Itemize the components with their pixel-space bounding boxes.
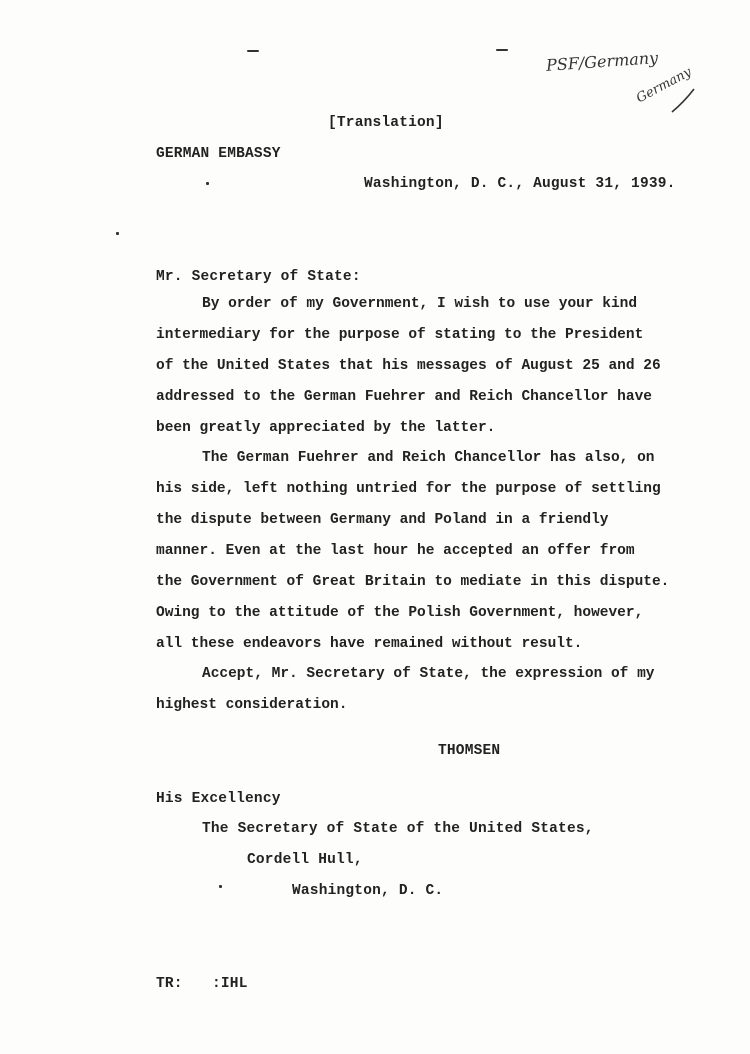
closing-line: Accept, Mr. Secretary of State, the expression of my	[202, 666, 655, 682]
paragraph-2-line: his side, left nothing untried for the purpose of settling	[156, 481, 661, 497]
closing-paragraph	[156, 659, 654, 721]
paragraph-2	[156, 443, 669, 660]
paragraph-1-line: By order of my Government, I wish to use your kind	[202, 296, 638, 312]
embassy-heading: GERMAN EMBASSY	[156, 146, 281, 162]
scan-speck	[206, 182, 209, 185]
paragraph-2-line: Owing to the attitude of the Polish Government, however,	[156, 605, 644, 621]
addressee-line-1: His Excellency	[156, 791, 281, 807]
paragraph-1-line: intermediary for the purpose of stating to the President	[156, 327, 644, 343]
paragraph-1-line: addressed to the German Fuehrer and Reich Chancellor have	[156, 389, 652, 405]
scan-speck	[116, 232, 119, 235]
paragraph-2-line: all these endeavors have remained without result.	[156, 636, 583, 652]
paragraph-1-line: been greatly appreciated by the latter.	[156, 420, 496, 436]
addressee-line-2: The Secretary of State of the United States,	[202, 821, 594, 837]
paragraph-2-line: the dispute between Germany and Poland in a friendly	[156, 512, 609, 528]
scan-speck	[247, 50, 259, 52]
scan-speck	[219, 885, 222, 888]
addressee-line-3: Cordell Hull,	[247, 852, 363, 868]
footer-tr-label: TR:	[156, 976, 183, 992]
closing-line: highest consideration.	[156, 697, 348, 713]
handwritten-annotation-file: PSF/Germany	[545, 48, 659, 75]
handwritten-stroke	[668, 86, 698, 116]
translation-label: [Translation]	[328, 115, 444, 131]
paragraph-1	[156, 289, 661, 444]
salutation: Mr. Secretary of State:	[156, 269, 361, 285]
signature: THOMSEN	[438, 743, 501, 759]
paragraph-1-line: of the United States that his messages of August 25 and 26	[156, 358, 661, 374]
paragraph-2-line: the Government of Great Britain to mediate in this dispute.	[156, 574, 670, 590]
addressee-line-4: Washington, D. C.	[292, 883, 444, 899]
footer-tr-code: :IHL	[212, 976, 248, 992]
scan-speck	[496, 49, 508, 51]
dateline: Washington, D. C., August 31, 1939.	[364, 176, 676, 192]
handwritten-annotation-note: Germany	[633, 64, 695, 107]
paragraph-2-line: The German Fuehrer and Reich Chancellor has also, on	[202, 450, 655, 466]
paragraph-2-line: manner. Even at the last hour he accepted an offer from	[156, 543, 635, 559]
